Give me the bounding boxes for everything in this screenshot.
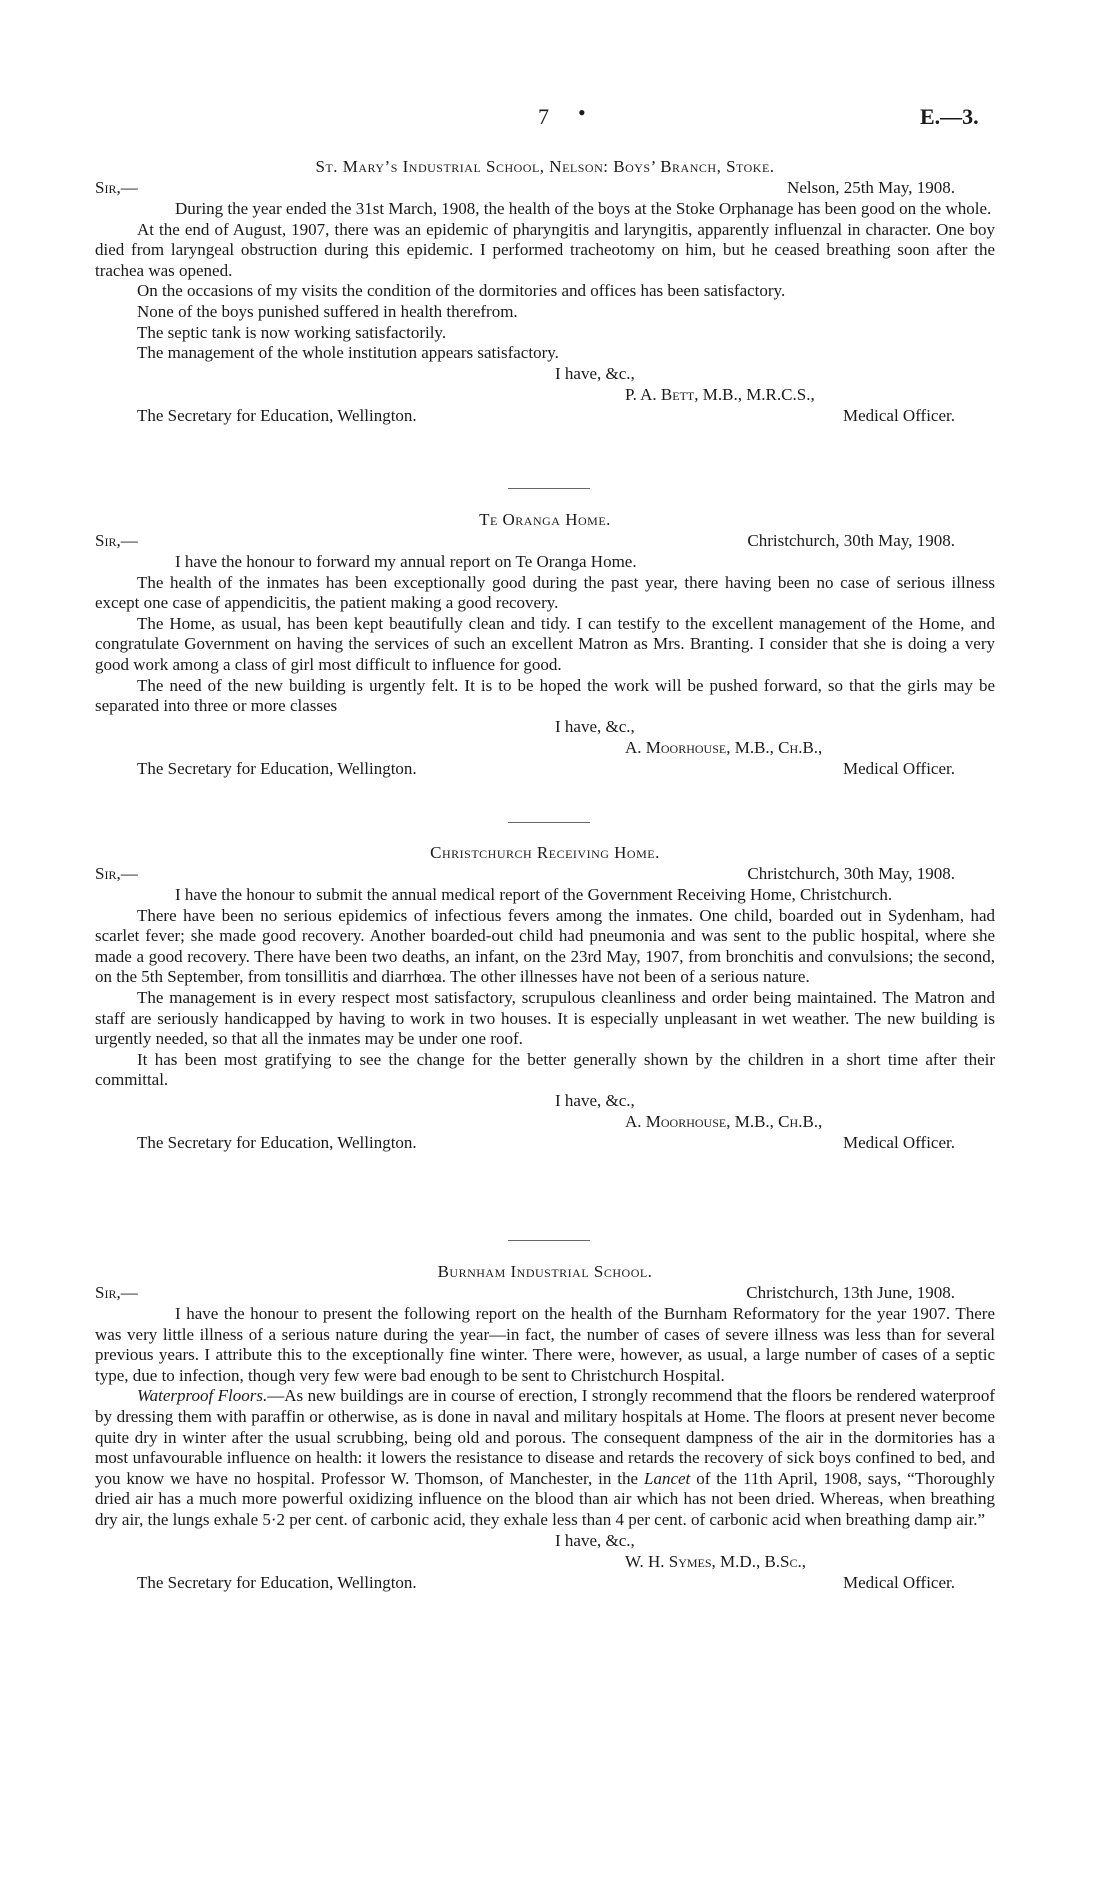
paragraph: At the end of August, 1907, there was an epidemic of pharyngitis and laryngitis, apparently influenzal in character. One boy died from laryngeal obstruction during this epidemic. I performed tracheotomy on him, but he ceased breathing soon after the trachea was opened. (95, 219, 995, 280)
place-date: Nelson, 25th May, 1908. (787, 178, 955, 197)
salutation-row (95, 531, 995, 552)
closing-row (95, 1531, 995, 1552)
paragraph: I have the honour to present the following report on the health of the Burnham Reformatory for the year 1907. There was very little illness of a serious nature during the year—in fact, the number of cases of severe illness was less than for several previous years. I attribute this to the exceptionally fine winter. There were, however, as usual, a large number of cases of a septic type, due to infection, though very few were bad enough to be sent to Christchurch Hospital. (95, 1304, 995, 1385)
paragraph: During the year ended the 31st March, 1908, the health of the boys at the Stoke Orphanage has been good on the whole. (175, 199, 992, 218)
paragraph: I have the honour to forward my annual report on Te Oranga Home. (175, 552, 637, 571)
addressee: The Secretary for Education, Wellington. (137, 1132, 417, 1152)
paragraph: It has been most gratifying to see the change for the better generally shown by the children in a short time after their committal. (95, 1049, 995, 1090)
closing: I have, &c., (555, 1530, 635, 1550)
section-title: Christchurch Receiving Home. (430, 843, 660, 862)
role: Medical Officer. (842, 1132, 955, 1152)
section-st-marys (95, 157, 995, 427)
role: Medical Officer. (842, 758, 955, 778)
salutation-row (95, 1283, 995, 1304)
addressee: The Secretary for Education, Wellington. (137, 1572, 417, 1592)
section-receiving-home (95, 843, 995, 1154)
signature-row (95, 1552, 995, 1573)
paragraph: There have been no serious epidemics of infectious fevers among the inmates. One child, boarded out in Sydenham, had scarlet fever; she made good recovery. Another boarded-out child had pneumonia and was sent to the public hospital, where she made a good recovery. There have been two deaths, an infant, on the 23rd May, 1907, from bronchitis and convulsions; the second, on the 5th September, from tonsillitis and diarrhœa. The other illnesses have not been of a serious nature. (95, 905, 995, 987)
addressee-row (95, 759, 995, 780)
closing-row (95, 717, 995, 738)
role: Medical Officer. (842, 1572, 955, 1592)
addressee-row (95, 1133, 995, 1154)
closing: I have, &c., (555, 716, 635, 736)
report-code: E.—3. (920, 104, 979, 129)
paragraph: The health of the inmates has been exceptionally good during the past year, there having been no case of serious illness except one case of appendicitis, the patient making a good recovery. (95, 572, 995, 613)
signature: A. Moorhouse, M.B., Ch.B., (625, 1111, 823, 1131)
closing-row (95, 364, 995, 385)
section-divider (508, 822, 590, 823)
header-mark: • (578, 100, 586, 125)
page-number: 7 (538, 104, 549, 129)
signature: P. A. Bett, M.B., M.R.C.S., (625, 384, 815, 404)
salutation: Sir,— (95, 864, 138, 883)
section-title: Burnham Industrial School. (437, 1262, 653, 1281)
salutation: Sir,— (95, 178, 138, 197)
salutation: Sir,— (95, 1283, 138, 1302)
section-title: St. Mary’s Industrial School, Nelson: Boys’ Branch, Stoke. (315, 157, 775, 176)
paragraph: The management is in every respect most satisfactory, scrupulous cleanliness and order being maintained. The Matron and staff are seriously handicapped by having to work in two houses. It is especially unpleasant in wet weather. The new building is urgently needed, so that all the inmates may be under one roof. (95, 987, 995, 1049)
signature: W. H. Symes, M.D., B.Sc., (625, 1551, 806, 1571)
place-date: Christchurch, 30th May, 1908. (747, 864, 955, 883)
closing: I have, &c., (555, 1090, 635, 1110)
signature-row (95, 738, 995, 759)
addressee-row (95, 406, 995, 427)
section-title: Te Oranga Home. (479, 510, 611, 529)
closing-row (95, 1091, 995, 1112)
paragraph: The septic tank is now working satisfactorily. (137, 322, 447, 342)
paragraph: None of the boys punished suffered in health therefrom. (137, 301, 518, 321)
paragraph: The need of the new building is urgently felt. It is to be hoped the work will be pushed forward, so that the girls may be separated into three or more classes (95, 675, 995, 716)
section-te-oranga (95, 510, 995, 780)
paragraph-waterproof-floors (95, 1386, 995, 1530)
paragraph: On the occasions of my visits the condition of the dormitories and offices has been satisfactory. (137, 281, 786, 301)
addressee: The Secretary for Education, Wellington. (137, 405, 417, 425)
place-date: Christchurch, 30th May, 1908. (747, 531, 955, 550)
signature-row (95, 385, 995, 406)
paragraph: I have the honour to submit the annual medical report of the Government Receiving Home, Christchurch. (175, 885, 893, 904)
addressee-row (95, 1573, 995, 1594)
paragraph: The Home, as usual, has been kept beautifully clean and tidy. I can testify to the excellent management of the Home, and congratulate Government on having the services of such an excellent Matron as Mrs. Branting. I consider that she is doing a very good work among a class of girl most difficult to influence for good. (95, 613, 995, 674)
subhead: Waterproof Floors. (137, 1386, 268, 1406)
salutation-row (95, 864, 995, 885)
section-divider (508, 488, 590, 489)
place-date: Christchurch, 13th June, 1908. (746, 1283, 955, 1302)
paragraph-text: of the 11th April, 1908, says, “Thoroughly dried air has a much more powerful oxidizing influence on the blood than air which has not been dried. Whereas, when breathing dry air, the lungs exhale 5·2 per cent. of carbonic acid, they exhale less than 4 per cent. of carbonic acid when breathing damp air.” (95, 1468, 995, 1529)
salutation-row (95, 178, 995, 199)
section-divider (508, 1240, 590, 1241)
signature-row (95, 1112, 995, 1133)
role: Medical Officer. (842, 405, 955, 425)
salutation: Sir,— (95, 531, 138, 550)
addressee: The Secretary for Education, Wellington. (137, 758, 417, 778)
section-burnham (95, 1262, 995, 1594)
paragraph: The management of the whole institution appears satisfactory. (137, 343, 559, 363)
closing: I have, &c., (555, 363, 635, 383)
signature: A. Moorhouse, M.B., Ch.B., (625, 737, 823, 757)
paragraph-text: —As new buildings are in course of erection, I strongly recommend that the floors be rendered waterproof by dressing them with paraffin or otherwise, as is done in naval and military hospitals at Home. The floors at present never become quite dry in winter after the usual scrubbing, being old and porous. The consequent dampness of the air in the dormitories has a most unfavourable influence on health: it lowers the resistance to disease and retards the recovery of sick boys confined to bed, and you know we have no hospital. Professor W. Thomson, of Manchester, in the (95, 1386, 995, 1488)
journal-title: Lancet (644, 1468, 691, 1488)
